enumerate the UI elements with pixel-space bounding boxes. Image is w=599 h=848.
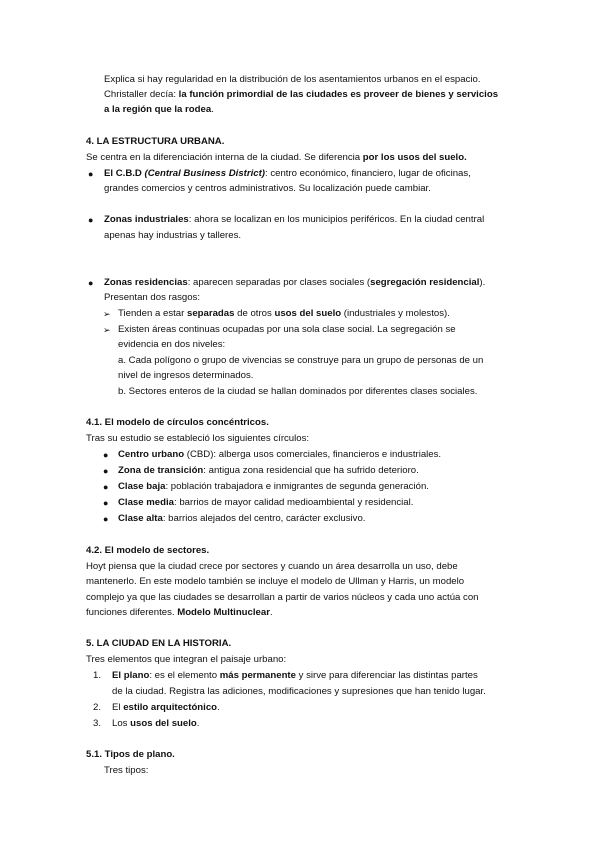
intro-line-2: Christaller decía: la función primordial de las ciudades es proveer de bienes y servicios: [104, 89, 499, 100]
bullet-icon: ●: [103, 466, 109, 476]
element-item-3: Los usos del suelo.: [112, 718, 200, 729]
section-5-intro: Tres elementos que integran el paisaje urbano:: [86, 654, 287, 665]
circle-item: Clase baja: población trabajadora e inmigrantes de segunda generación.: [118, 481, 429, 492]
heading-section-4-1: 4.1. El modelo de círculos concéntricos.: [86, 417, 269, 428]
bullet-icon: ●: [88, 215, 94, 225]
bullet-icon: ●: [103, 498, 109, 508]
element-item-2: El estilo arquitectónico.: [112, 702, 220, 713]
industrial-item: Zonas industriales: ahora se localizan en los municipios periféricos. En la ciudad central: [104, 214, 485, 225]
circle-item: Clase media: barrios de mayor calidad medioambiental y residencial.: [118, 497, 414, 508]
section-4-2-line-3: complejo ya que las ciudades se desarrollan a partir de varios núcleos y cada uno actúa con: [86, 592, 479, 603]
residential-trait-2-line-2: evidencia en dos niveles:: [118, 339, 226, 350]
segregation-level-a-line-2: nivel de ingresos determinados.: [118, 370, 254, 381]
heading-section-4: 4. LA ESTRUCTURA URBANA.: [86, 136, 225, 147]
cbd-item: El C.B.D (Central Business District): centro económico, financiero, lugar de oficinas,: [104, 168, 471, 179]
intro-line-3: a la región que la rodea.: [104, 104, 214, 115]
heading-section-5: 5. LA CIUDAD EN LA HISTORIA.: [86, 638, 232, 649]
residential-trait-2: Existen áreas continuas ocupadas por una sola clase social. La segregación se: [118, 324, 456, 335]
industrial-item-line-2: apenas hay industrias y talleres.: [104, 230, 242, 241]
bullet-icon: ●: [103, 514, 109, 524]
residential-item-line-2: Presentan dos rasgos:: [104, 292, 200, 303]
element-item-1: El plano: es el elemento más permanente y sirve para diferenciar las distintas partes: [112, 670, 478, 681]
circle-item: Centro urbano (CBD): alberga usos comerciales, financieros e industriales.: [118, 449, 442, 460]
bullet-icon: ●: [88, 169, 94, 179]
element-item-1-line-2: de la ciudad. Registra las adiciones, modificaciones y supresiones que han tenido lugar.: [112, 686, 486, 697]
cbd-item-line-2: grandes comercios y centros administrativos. Su localización puede cambiar.: [104, 183, 431, 194]
bullet-icon: ●: [88, 278, 94, 288]
section-4-1-intro: Tras su estudio se estableció los siguientes círculos:: [86, 433, 310, 444]
section-4-intro: Se centra en la diferenciación interna de la ciudad. Se diferencia por los usos del suelo.: [86, 152, 467, 163]
bullet-icon: ●: [103, 482, 109, 492]
list-number: 2.: [93, 702, 102, 713]
section-4-2-line-1: Hoyt piensa que la ciudad crece por sectores y cuando un área desarrolla un uso, debe: [86, 561, 458, 572]
heading-section-4-2: 4.2. El modelo de sectores.: [86, 545, 210, 556]
section-4-2-line-4: funciones diferentes. Modelo Multinuclear.: [86, 607, 273, 618]
segregation-level-a: a. Cada polígono o grupo de vivencias se construye para un grupo de personas de un: [118, 355, 484, 366]
heading-section-5-1: 5.1. Tipos de plano.: [86, 749, 175, 760]
circle-item: Clase alta: barrios alejados del centro, carácter exclusivo.: [118, 513, 366, 524]
intro-line-1: Explica si hay regularidad en la distribución de los asentamientos urbanos en el espacio.: [104, 74, 481, 85]
section-5-1-intro: Tres tipos:: [104, 765, 149, 776]
section-4-2-line-2: mantenerlo. En este modelo también se incluye el modelo de Ullman y Harris, un modelo: [86, 576, 465, 587]
segregation-level-b: b. Sectores enteros de la ciudad se hallan dominados por diferentes clases sociales.: [118, 386, 478, 397]
arrow-bullet-icon: ➢: [103, 309, 111, 319]
residential-trait-1: Tienden a estar separadas de otros usos del suelo (industriales y molestos).: [118, 308, 450, 319]
residential-item: Zonas residencias: aparecen separadas por clases sociales (segregación residencial).: [104, 277, 486, 288]
bullet-icon: ●: [103, 450, 109, 460]
list-number: 1.: [93, 670, 102, 681]
list-number: 3.: [93, 718, 102, 729]
circle-item: Zona de transición: antigua zona residencial que ha sufrido deterioro.: [118, 465, 419, 476]
arrow-bullet-icon: ➢: [103, 325, 111, 335]
